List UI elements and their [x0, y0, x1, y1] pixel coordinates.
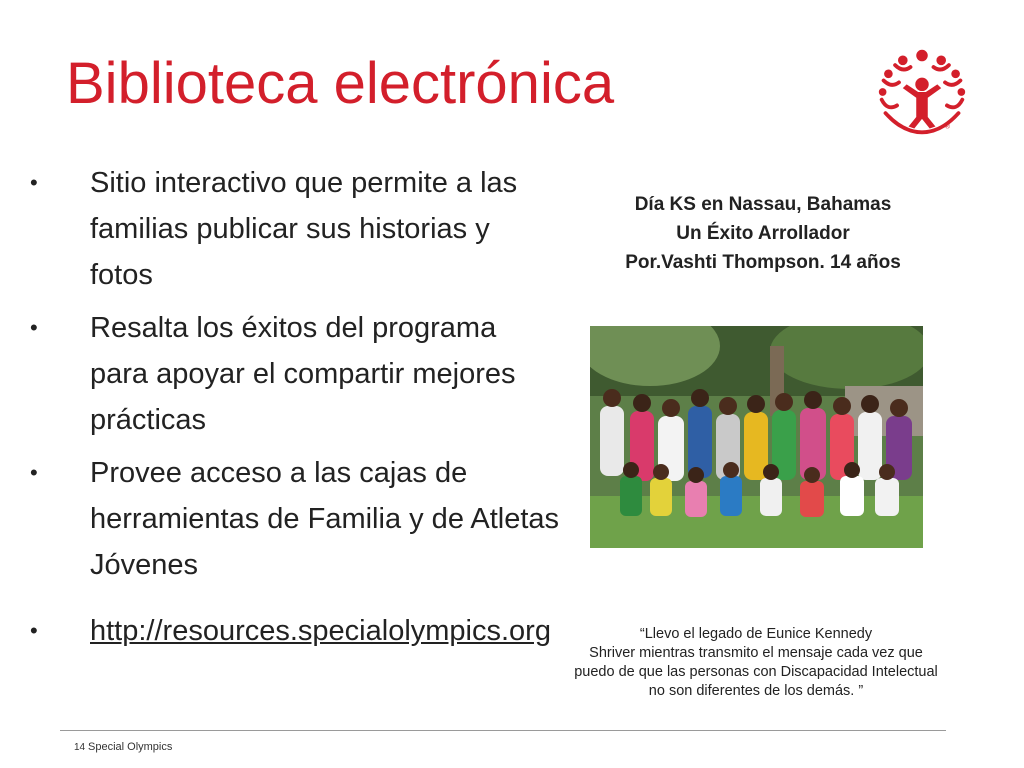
athlete-quote	[552, 625, 960, 701]
special-olympics-logo-icon	[874, 44, 970, 140]
group-photo	[590, 326, 923, 548]
bullet-item	[30, 160, 560, 298]
slide-title: Biblioteca electrónica	[66, 51, 615, 116]
bullet-list	[30, 160, 560, 661]
photo-caption	[578, 190, 948, 277]
bullet-marker: •	[30, 170, 38, 195]
registered-mark: ®	[945, 123, 950, 131]
caption-line: Día KS en Nassau, Bahamas	[634, 194, 892, 215]
bullet-item-link	[30, 608, 560, 654]
quote-line: no son diferentes de los demás. ”	[648, 683, 864, 699]
caption-line: Por.Vashti Thompson. 14 años	[625, 252, 901, 273]
bullet-text: Provee acceso a las cajas de herramientas de Familia y de Atletas Jóvenes	[90, 457, 560, 581]
footer-org: Special Olympics	[88, 741, 173, 753]
bullet-item	[30, 305, 560, 443]
bullet-marker: •	[30, 460, 38, 485]
page-number: 14	[74, 742, 86, 753]
bullet-text: Resalta los éxitos del programa para apoyar el compartir mejores prácticas	[90, 312, 516, 436]
quote-line: Shriver mientras transmito el mensaje cada vez que	[589, 645, 923, 661]
bullet-marker: •	[30, 315, 38, 340]
caption-line: Un Éxito Arrollador	[676, 223, 850, 244]
bullet-item	[30, 450, 560, 588]
footer-divider	[60, 730, 946, 731]
resources-link[interactable]: http://resources.specialolympics.org	[90, 615, 551, 647]
bullet-marker: •	[30, 618, 38, 643]
quote-line: puedo de que las personas con Discapacidad Intelectual	[574, 664, 938, 680]
quote-line: “Llevo el legado de Eunice Kennedy	[639, 626, 873, 642]
bullet-text: Sitio interactivo que permite a las familias publicar sus historias y fotos	[90, 167, 518, 291]
